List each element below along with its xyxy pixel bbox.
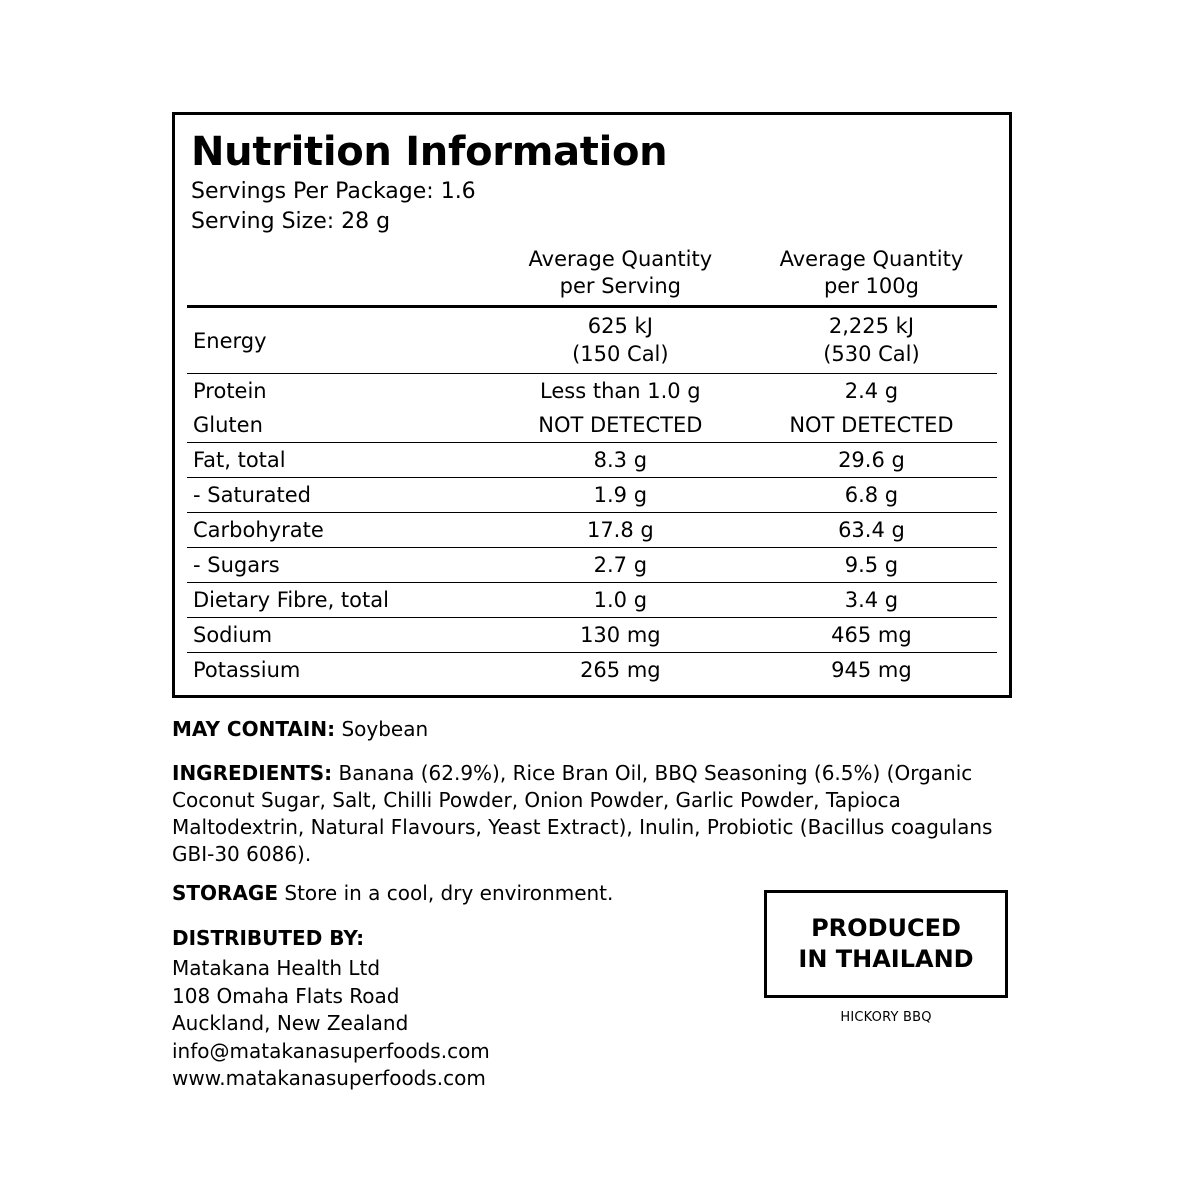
table-row: [187, 547, 997, 582]
row-value-protein-100g: 2.4 g: [844, 378, 899, 403]
distributor-email[interactable]: info@matakanasuperfoods.com: [172, 1038, 490, 1063]
row-label-dietary-fibre: Dietary Fibre, total: [187, 582, 495, 617]
ingredients-value: Banana (62.9%), Rice Bran Oil, BBQ Seasoning (6.5%) (Organic Coconut Sugar, Salt, Chilli Powder, Onion Powder, Garlic Powder, Tapioca Maltodextrin, Natural Flavours, Yeast Extract), Inulin, Probiotic (Bacillus coagulans GBI-30 6086).: [172, 761, 993, 866]
header-per-serving: [495, 246, 746, 307]
nutrition-table: [187, 246, 997, 687]
nutrition-information-panel: [172, 112, 1012, 698]
produced-line1: PRODUCED: [811, 913, 961, 942]
distributor-street: 108 Omaha Flats Road: [172, 983, 400, 1008]
row-value-saturated-serving: 1.9 g: [495, 477, 746, 512]
distributor-website[interactable]: www.matakanasuperfoods.com: [172, 1066, 486, 1091]
header-per-100g-line1: Average Quantity: [779, 246, 964, 271]
table-row: [187, 512, 997, 547]
row-value-gluten-100g: NOT DETECTED: [746, 408, 997, 443]
table-row: [187, 582, 997, 617]
storage-label: STORAGE: [172, 881, 279, 905]
row-label-energy: Energy: [187, 307, 495, 374]
page-title: Nutrition Information: [191, 129, 668, 175]
row-value-sodium-100g: 465 mg: [746, 617, 997, 652]
distributor-label: DISTRIBUTED BY:: [172, 926, 365, 950]
row-value-protein-serving: Less than 1.0 g: [540, 378, 701, 403]
row-value-sugars-100g: 9.5 g: [746, 547, 997, 582]
table-row: [187, 307, 997, 374]
ingredients-section: [172, 760, 1024, 868]
row-value-dietary-fibre-100g: 3.4 g: [746, 582, 997, 617]
energy-100g-cal: (530 Cal): [823, 341, 920, 366]
row-value-saturated-100g: 6.8 g: [746, 477, 997, 512]
table-header-row: [187, 246, 997, 307]
flavour-label: HICKORY BBQ: [840, 1010, 932, 1025]
produced-in-badge: [764, 890, 1008, 998]
energy-serving-kj: 625 kJ: [587, 314, 653, 339]
row-value-gluten-serving: NOT DETECTED: [495, 408, 746, 443]
table-row: [187, 652, 997, 687]
row-label-sodium: Sodium: [187, 617, 495, 652]
energy-serving-cal: (150 Cal): [572, 341, 669, 366]
row-label-protein: Protein: [193, 378, 267, 403]
table-row: [187, 373, 997, 408]
may-contain-value: Soybean: [341, 717, 429, 741]
distributor-company: Matakana Health Ltd: [172, 956, 381, 980]
table-row: [187, 477, 997, 512]
table-row: [187, 442, 997, 477]
row-value-energy-serving: [495, 307, 746, 374]
header-per-100g: [746, 246, 997, 307]
row-value-carbohydrate-serving: 17.8 g: [495, 512, 746, 547]
may-contain-section: [172, 716, 1022, 743]
row-value-sodium-serving: 130 mg: [495, 617, 746, 652]
table-row: [187, 408, 997, 443]
may-contain-label: MAY CONTAIN:: [172, 717, 336, 741]
row-value-potassium-serving: 265 mg: [580, 657, 661, 682]
header-blank: [187, 246, 495, 307]
header-per-serving-line1: Average Quantity: [528, 246, 713, 271]
row-label-gluten: Gluten: [187, 408, 495, 443]
row-value-carbohydrate-100g: 63.4 g: [746, 512, 997, 547]
serving-size: Serving Size: 28 g: [191, 209, 391, 235]
header-per-serving-line2: per Serving: [559, 274, 682, 299]
row-label-potassium: Potassium: [193, 657, 301, 682]
row-value-fat-total-100g: 29.6 g: [746, 442, 997, 477]
table-row: [187, 617, 997, 652]
energy-100g-kj: 2,225 kJ: [828, 314, 915, 339]
row-value-energy-100g: [746, 307, 997, 374]
distributor-city: Auckland, New Zealand: [172, 1011, 409, 1036]
produced-line2: IN THAILAND: [798, 945, 974, 973]
header-per-100g-line2: per 100g: [823, 274, 919, 299]
row-value-fat-total-serving: 8.3 g: [495, 442, 746, 477]
storage-value: Store in a cool, dry environment.: [284, 881, 614, 905]
row-label-saturated: - Saturated: [187, 477, 495, 512]
ingredients-label: INGREDIENTS:: [172, 761, 333, 785]
row-value-potassium-100g: 945 mg: [831, 657, 912, 682]
row-label-sugars: - Sugars: [187, 547, 495, 582]
servings-per-package: Servings Per Package: 1.6: [191, 179, 476, 204]
row-label-fat-total: Fat, total: [187, 442, 495, 477]
row-value-dietary-fibre-serving: 1.0 g: [495, 582, 746, 617]
row-label-carbohydrate: Carbohyrate: [187, 512, 495, 547]
row-value-sugars-serving: 2.7 g: [495, 547, 746, 582]
